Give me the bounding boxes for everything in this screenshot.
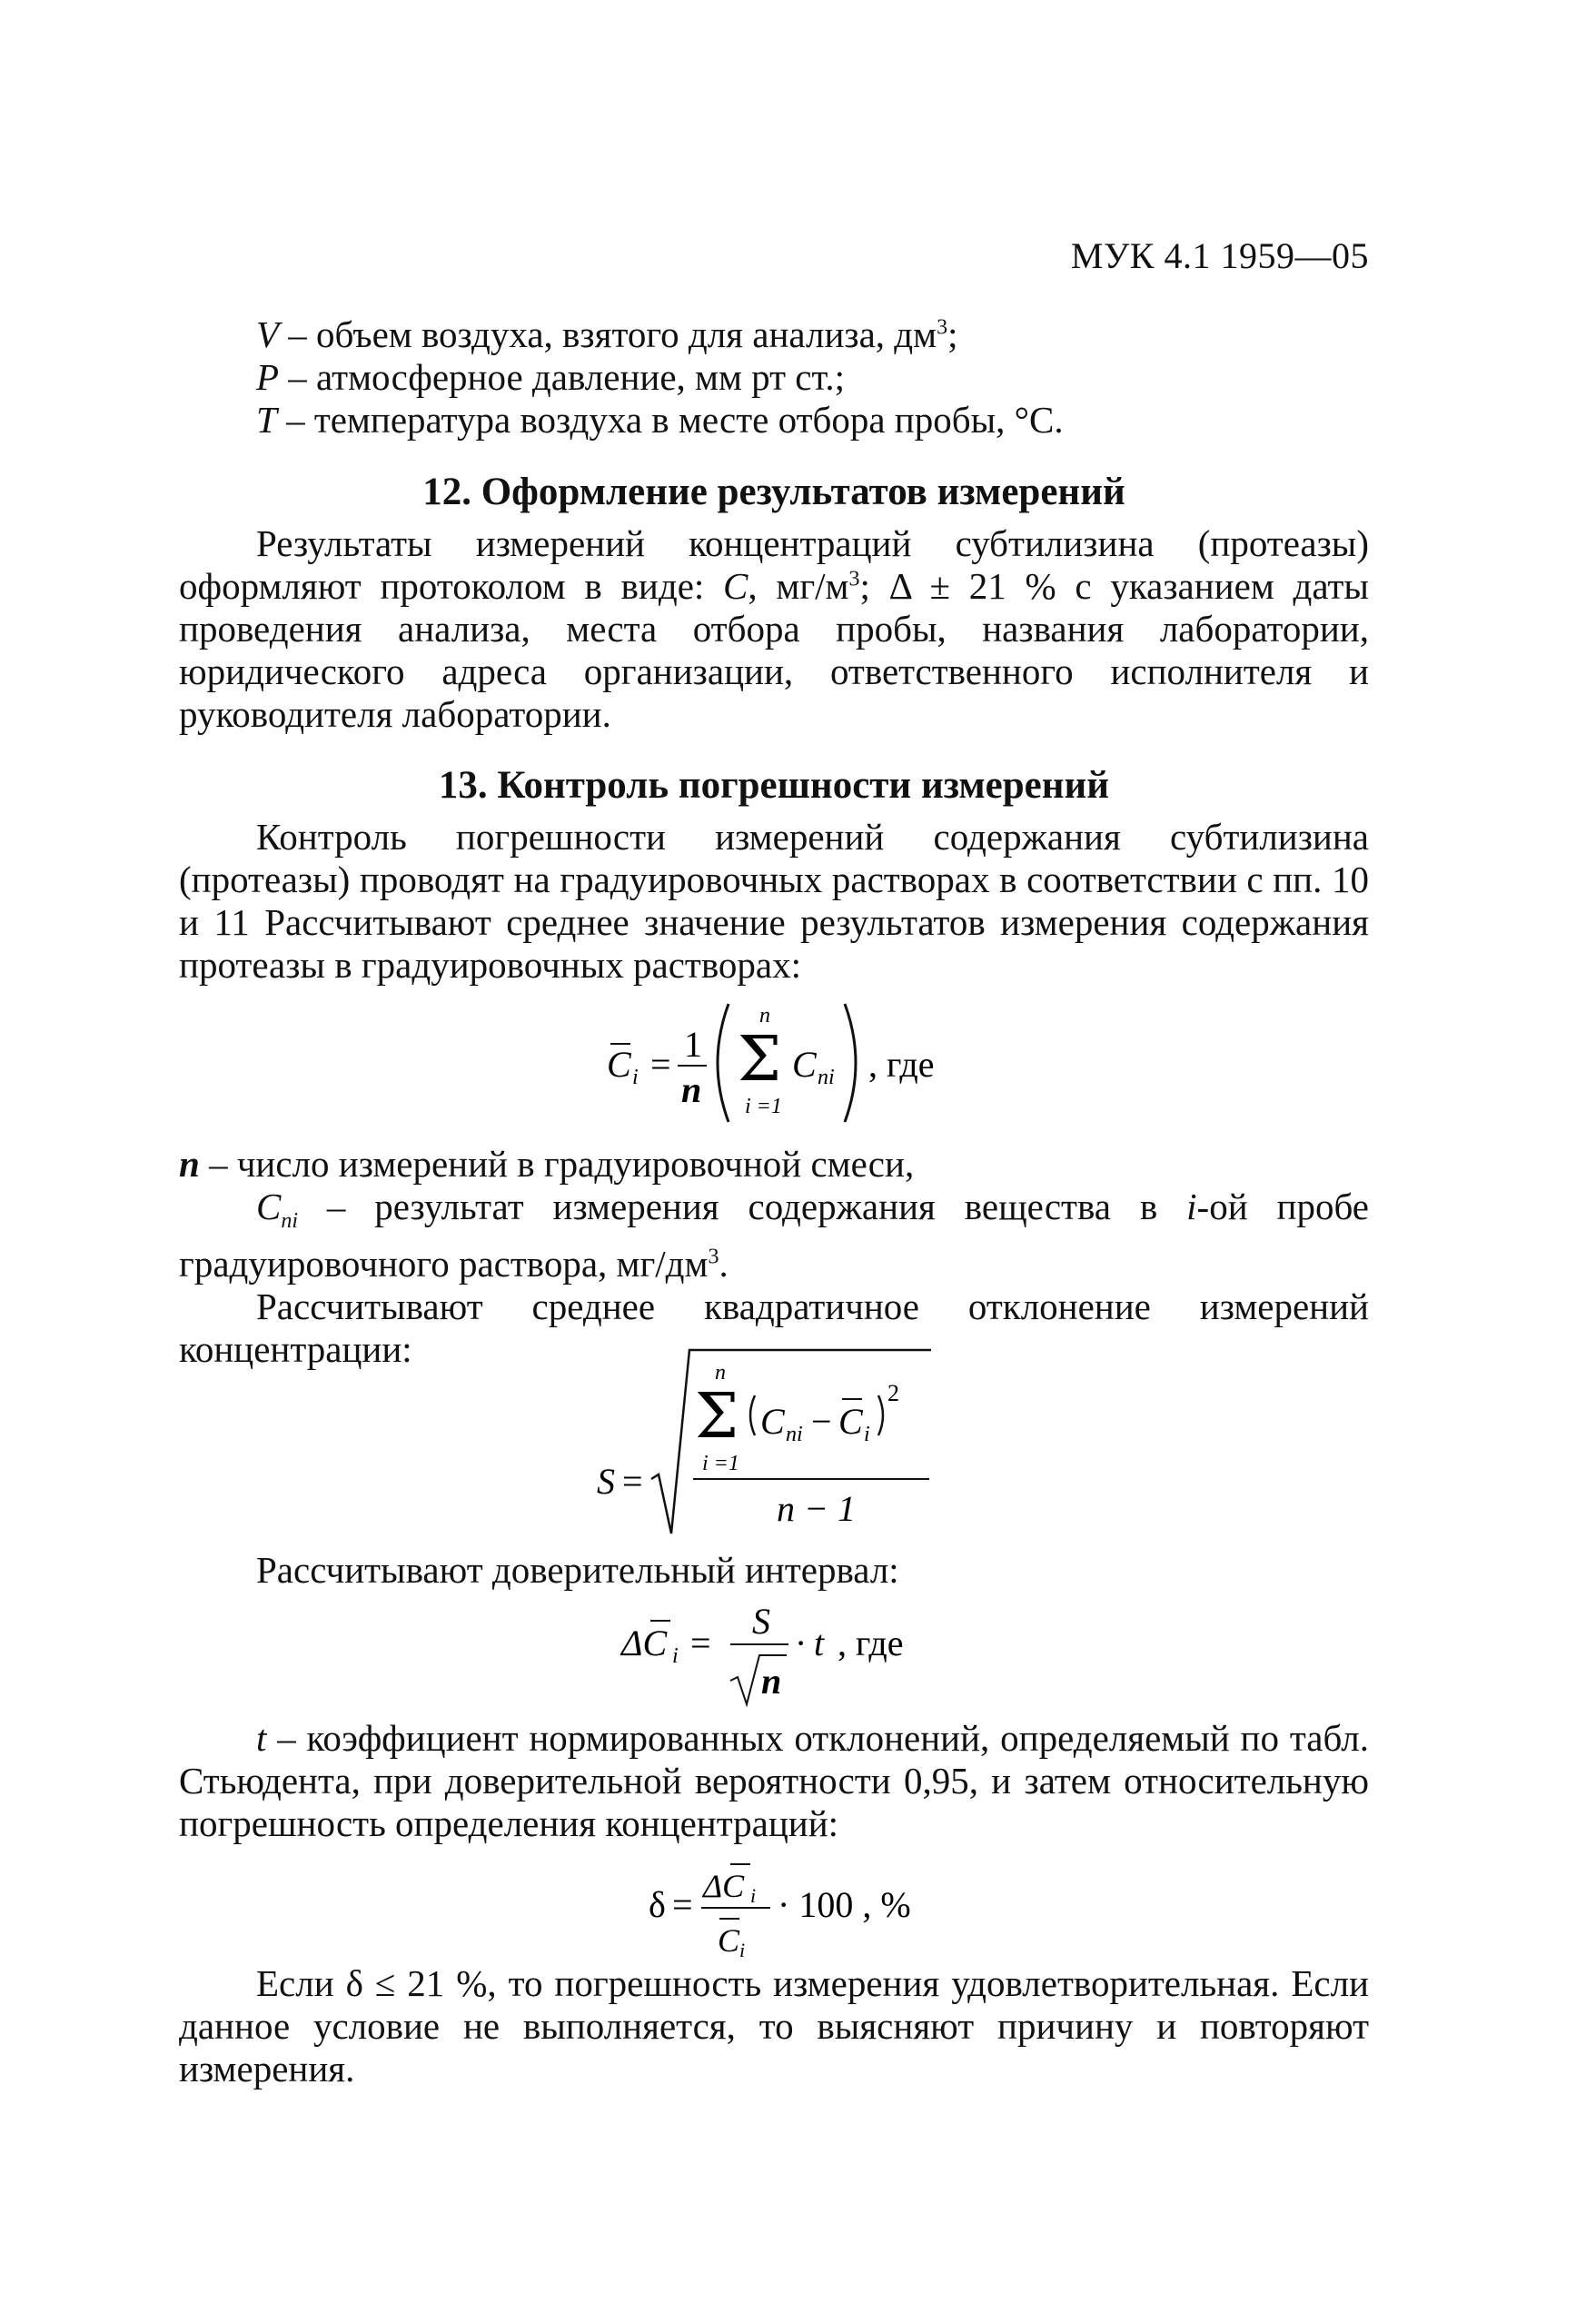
eq2-sum-bot: i =1 <box>702 1452 739 1475</box>
eq1-lhs: C <box>607 1044 631 1085</box>
std-dev-intro: Рассчитывают среднее квадратичное отклонение измерений концентрации: <box>179 1286 1369 1371</box>
confidence-intro-block <box>179 1549 1369 1592</box>
eq1-lhs-sub: i <box>632 1066 639 1089</box>
eq2-exp: 2 <box>887 1380 899 1406</box>
eq1-term-sub: ni <box>818 1066 835 1089</box>
svg-text:=: = <box>690 1623 711 1663</box>
eq4-den-sub: i <box>739 1939 746 1961</box>
equation-confidence <box>618 1597 945 1715</box>
eq2-term-b: C <box>838 1401 863 1442</box>
eq2-term-a-sub: ni <box>786 1423 803 1446</box>
svg-text:=: = <box>672 1884 693 1925</box>
confidence-intro: Рассчитывают доверительный интервал: <box>256 1549 899 1591</box>
eq4-num-sub: i <box>750 1884 757 1907</box>
eq3-lhs-sub: i <box>672 1644 679 1668</box>
t-coefficient-paragraph: t – коэффициент нормированных отклонений, определяемый по табл. Стьюдента, при доверительной вероятности 0,95, и затем относительную погрешность определения концентраций: <box>179 1717 1369 1844</box>
eq3-mult: · t <box>796 1623 825 1663</box>
eq2-sum-top: n <box>715 1361 726 1385</box>
eq1-sum-top: n <box>759 1004 770 1027</box>
equation-mean-graphic <box>600 995 981 1131</box>
equation-confidence-graphic <box>618 1597 945 1715</box>
svg-text:=: = <box>650 1044 671 1085</box>
equation-mean <box>600 995 981 1131</box>
eq3-lhs: ΔC <box>621 1623 668 1663</box>
svg-text:−: − <box>811 1401 832 1442</box>
sigma-icon: Σ <box>738 1024 782 1096</box>
def-v: V – объем воздуха, взятого для анализа, $дм^3$; <box>256 313 958 355</box>
section-13 <box>179 761 1369 987</box>
eq2-den: n − 1 <box>777 1488 856 1529</box>
eq3-tail: , где <box>838 1623 904 1663</box>
equation-std-dev-graphic <box>595 1343 940 1543</box>
equation-relative-error-graphic <box>645 1853 936 1962</box>
eq2-term-b-sub: i <box>864 1423 870 1446</box>
eq1-num: 1 <box>684 1024 702 1065</box>
def-n: n – число измерений в градуировочной смеси, <box>179 1143 915 1185</box>
section-12-paragraph: Результаты измерений концентраций субтилизина (протеазы) оформляют протоколом в виде: С, $мг/м^3$; Δ ± 21 % с указанием даты проведения анализа, места отбора пробы, названия лаборатории, юридического адреса организации, ответственного исполнителя и руководителя лаборатории. <box>179 522 1369 735</box>
svg-text:=: = <box>622 1461 643 1502</box>
sigma-icon: Σ <box>695 1381 739 1453</box>
equation-std-dev <box>595 1343 940 1543</box>
eq4-num: ΔC <box>703 1868 745 1904</box>
eq4-den: C <box>718 1922 740 1959</box>
section-13-intro: Контроль погрешности измерений содержания субтилизина (протеазы) проводят на градуировочных растворах в соответствии с пп. 10 и 11 Рассчитывают среднее значение результатов измерения содержания протеазы в градуировочных растворах: <box>179 816 1369 986</box>
def-cni: $C_{ni}$ – результат измерения содержания вещества в i-ой пробе градуировочного раствора, $мг/дм^3$. <box>179 1186 1369 1286</box>
t-coefficient-block <box>179 1717 1369 1845</box>
section-13-title: 13. Контроль погрешности измерений <box>438 764 1110 807</box>
equation-relative-error <box>645 1853 936 1962</box>
eq1-den: n <box>681 1069 702 1110</box>
eq3-num: S <box>752 1601 770 1642</box>
def-p: P – атмосферное давление, мм рт ст.; <box>256 356 845 398</box>
document-code-header: МУК 4.1 1959—05 <box>1070 235 1369 276</box>
eq4-lhs: δ <box>649 1884 666 1925</box>
eq2-lhs: S <box>597 1461 615 1502</box>
eq1-term: C <box>792 1044 817 1085</box>
variable-definitions <box>179 313 1369 442</box>
eq4-tail: · 100 , % <box>778 1884 911 1925</box>
section-12 <box>179 468 1369 736</box>
conclusion-block <box>179 1962 1369 2090</box>
eq1-sum-bot: i =1 <box>745 1095 782 1118</box>
eq3-den: n <box>761 1661 782 1702</box>
def-t: T – температура воздуха в месте отбора пробы, °С. <box>256 399 1064 441</box>
eq2-term-a: C <box>760 1401 785 1442</box>
eq1-tail: , где <box>868 1044 935 1085</box>
definitions-eq1 <box>179 1143 1369 1371</box>
conclusion-paragraph: Если δ ≤ 21 %, то погрешность измерения удовлетворительная. Если данное условие не выполняется, то выясняют причину и повторяют измерения. <box>179 1962 1369 2090</box>
section-12-title: 12. Оформление результатов измерений <box>422 471 1125 513</box>
